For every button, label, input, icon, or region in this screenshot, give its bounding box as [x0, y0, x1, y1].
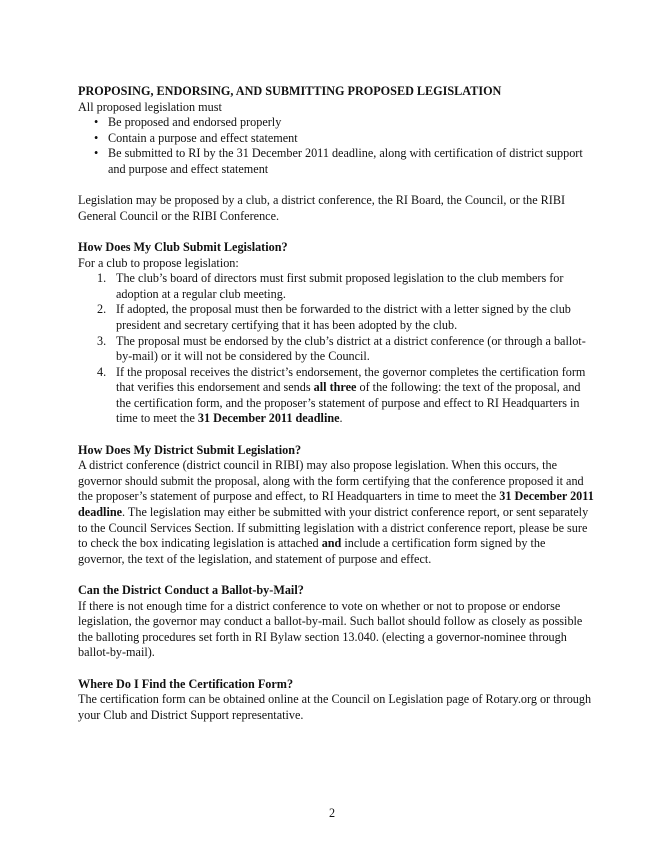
- bullet-icon: •: [94, 130, 99, 145]
- document-page: [78, 84, 594, 723]
- club-steps-list: [78, 271, 594, 427]
- paragraph: The certification form can be obtained online at the Council on Legislation page of Rotary.org or through your Club and District Support representative.: [78, 692, 592, 722]
- list-item: 1. The club’s board of directors must first submit proposed legislation to the club members for adoption at a regular club meeting.: [97, 271, 564, 301]
- list-item: • Contain a purpose and effect statement: [94, 130, 298, 145]
- page-number: 2: [328, 806, 336, 820]
- section-heading-club: How Does My Club Submit Legislation?: [78, 239, 288, 254]
- section-heading-certification: Where Do I Find the Certification Form?: [78, 676, 294, 691]
- list-item: • Be proposed and endorsed properly: [94, 115, 282, 130]
- bullet-icon: •: [94, 115, 99, 130]
- section-heading-district: How Does My District Submit Legislation?: [78, 442, 302, 457]
- section-intro: All proposed legislation must: [78, 99, 222, 114]
- list-item: • Be submitted to RI by the 31 December 2011 deadline, along with certification of district support and purpose and effect statement: [94, 146, 583, 176]
- bullet-icon: •: [94, 146, 99, 161]
- list-item: 4. If the proposal receives the district’s endorsement, the governor completes the certification form that verifies this endorsement and sends all three of the following: the text of the proposal, and the certification form, and the proposer’s statement of purpose and effect to RI Headquarters in time to meet the 31 December 2011 deadline.: [97, 364, 586, 426]
- paragraph: If there is not enough time for a district conference to vote on whether or not to propose or endorse legislation, the governor may conduct a ballot-by-mail. Such ballot should follow as closely as possible the balloting procedures set forth in RI Bylaw section 13.040. (electing a governor-nominee through ballot-by-mail).: [78, 598, 583, 660]
- list-item: 3. The proposal must be endorsed by the club’s district at a district conference (or through a ballot-by-mail) or it will not be considered by the Council.: [97, 333, 586, 364]
- paragraph: A district conference (district council in RIBI) may also propose legislation. When this occurs, the governor should submit the proposal, along with the form certifying that the conference proposed it and the proposer’s statement of purpose and effect, to RI Headquarters in time to meet the 31 December 2011 deadline. The legislation may either be submitted with your district conference report, or sent separately to the Council Services Section. If submitting legislation with a district conference report, please be sure to check the box indicating legislation is attached and include a certification form signed by the governor, the text of the legislation, and statement of purpose and effect.: [78, 458, 594, 566]
- section-intro: For a club to propose legislation:: [78, 255, 239, 270]
- section-heading-ballot: Can the District Conduct a Ballot-by-Mail?: [78, 583, 304, 597]
- list-item: 2. If adopted, the proposal must then be forwarded to the district with a letter signed by the club president and secretary certifying that it has been adopted by the club.: [97, 302, 571, 332]
- paragraph: Legislation may be proposed by a club, a district conference, the RI Board, the Council, or the RIBI General Council or the RIBI Conference.: [78, 193, 566, 223]
- section-heading-proposing: PROPOSING, ENDORSING, AND SUBMITTING PROPOSED LEGISLATION: [78, 84, 502, 98]
- requirements-list: [78, 115, 594, 177]
